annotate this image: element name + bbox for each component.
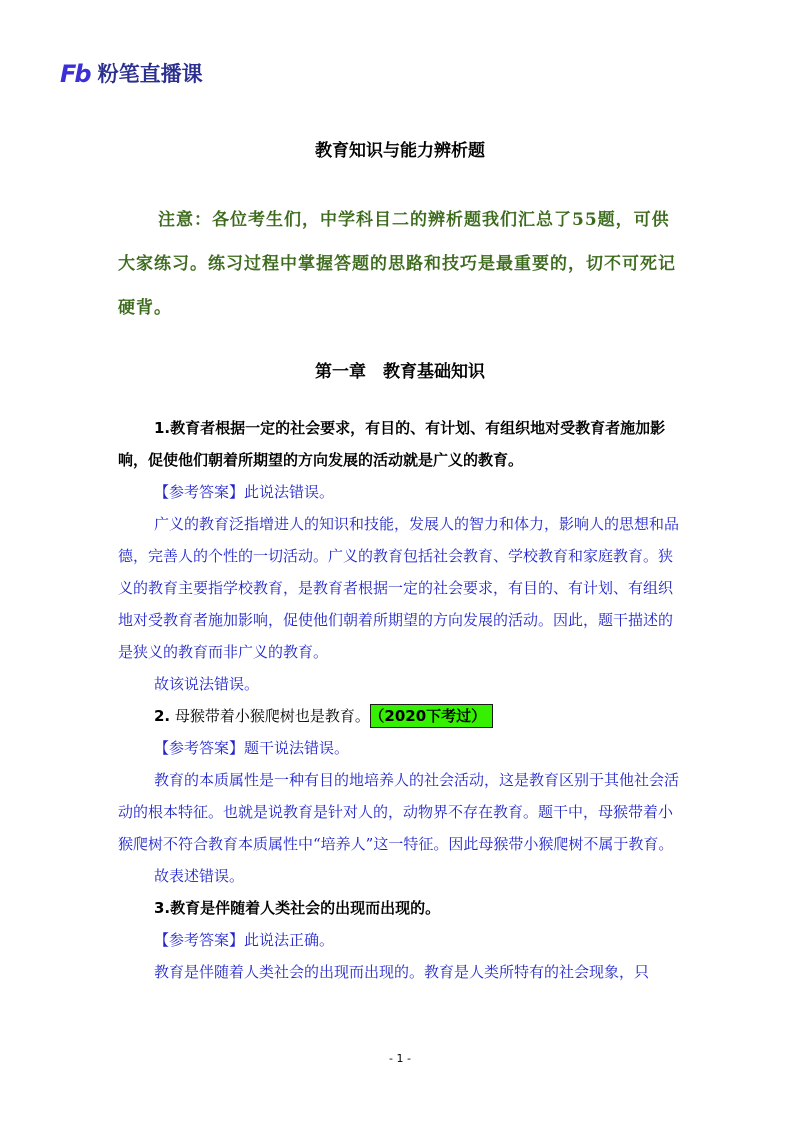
- explanation-3: 教育是伴随着人类社会的出现而出现的。教育是人类所特有的社会现象，只: [154, 963, 650, 981]
- brand-name: 粉笔直播课: [97, 61, 203, 86]
- question-3: 3.教育是伴随着人类社会的出现而出现的。: [154, 899, 441, 917]
- question-1: 1.教育者根据一定的社会要求，有目的、有计划、有组织地对受教育者施加影响，促使他们朝着所期望的方向发展的活动就是广义的教育。: [118, 419, 666, 469]
- answer-label-1: 【参考答案】此说法错误。: [154, 483, 335, 501]
- brand-logo: [60, 62, 203, 86]
- answer-label-2: 【参考答案】题干说法错误。: [154, 739, 350, 757]
- question-2-number: 2.: [154, 707, 171, 725]
- page-number: - 1 -: [389, 1052, 411, 1065]
- conclusion-2: 故表述错误。: [154, 867, 245, 885]
- notice-paragraph: 注意：各位考生们，中学科目二的辨析题我们汇总了55题，可供大家练习。练习过程中掌握答题的思路和技巧是最重要的，切不可死记硬背。: [118, 210, 676, 318]
- conclusion-1: 故该说法错误。: [154, 675, 260, 693]
- answer-label-3: 【参考答案】此说法正确。: [154, 931, 335, 949]
- question-2-text: 母猴带着小猴爬树也是教育。: [170, 707, 370, 725]
- explanation-1: 广义的教育泛指增进人的知识和技能，发展人的智力和体力，影响人的思想和品德，完善人的个性的一切活动。广义的教育包括社会教育、学校教育和家庭教育。狭义的教育主要指学校教育，是教育者根据一定的社会要求，有目的、有计划、有组织地对受教育者施加影响，促使他们朝着所期望的方向发展的活动。因此，题干描述的是狭义的教育而非广义的教育。: [118, 515, 680, 661]
- chapter-title: 第一章 教育基础知识: [315, 362, 485, 382]
- question-2: [118, 700, 686, 732]
- document-title: 教育知识与能力辨析题: [315, 141, 485, 161]
- exam-year-tag: （2020下考过）: [370, 704, 493, 728]
- explanation-2: 教育的本质属性是一种有目的地培养人的社会活动，这是教育区别于其他社会活动的根本特征。也就是说教育是针对人的，动物界不存在教育。题干中，母猴带着小猴爬树不符合教育本质属性中“培养人”这一特征。因此母猴带小猴爬树不属于教育。: [118, 771, 680, 853]
- question-list: [118, 412, 686, 988]
- fb-logo-icon: Fb: [60, 60, 90, 88]
